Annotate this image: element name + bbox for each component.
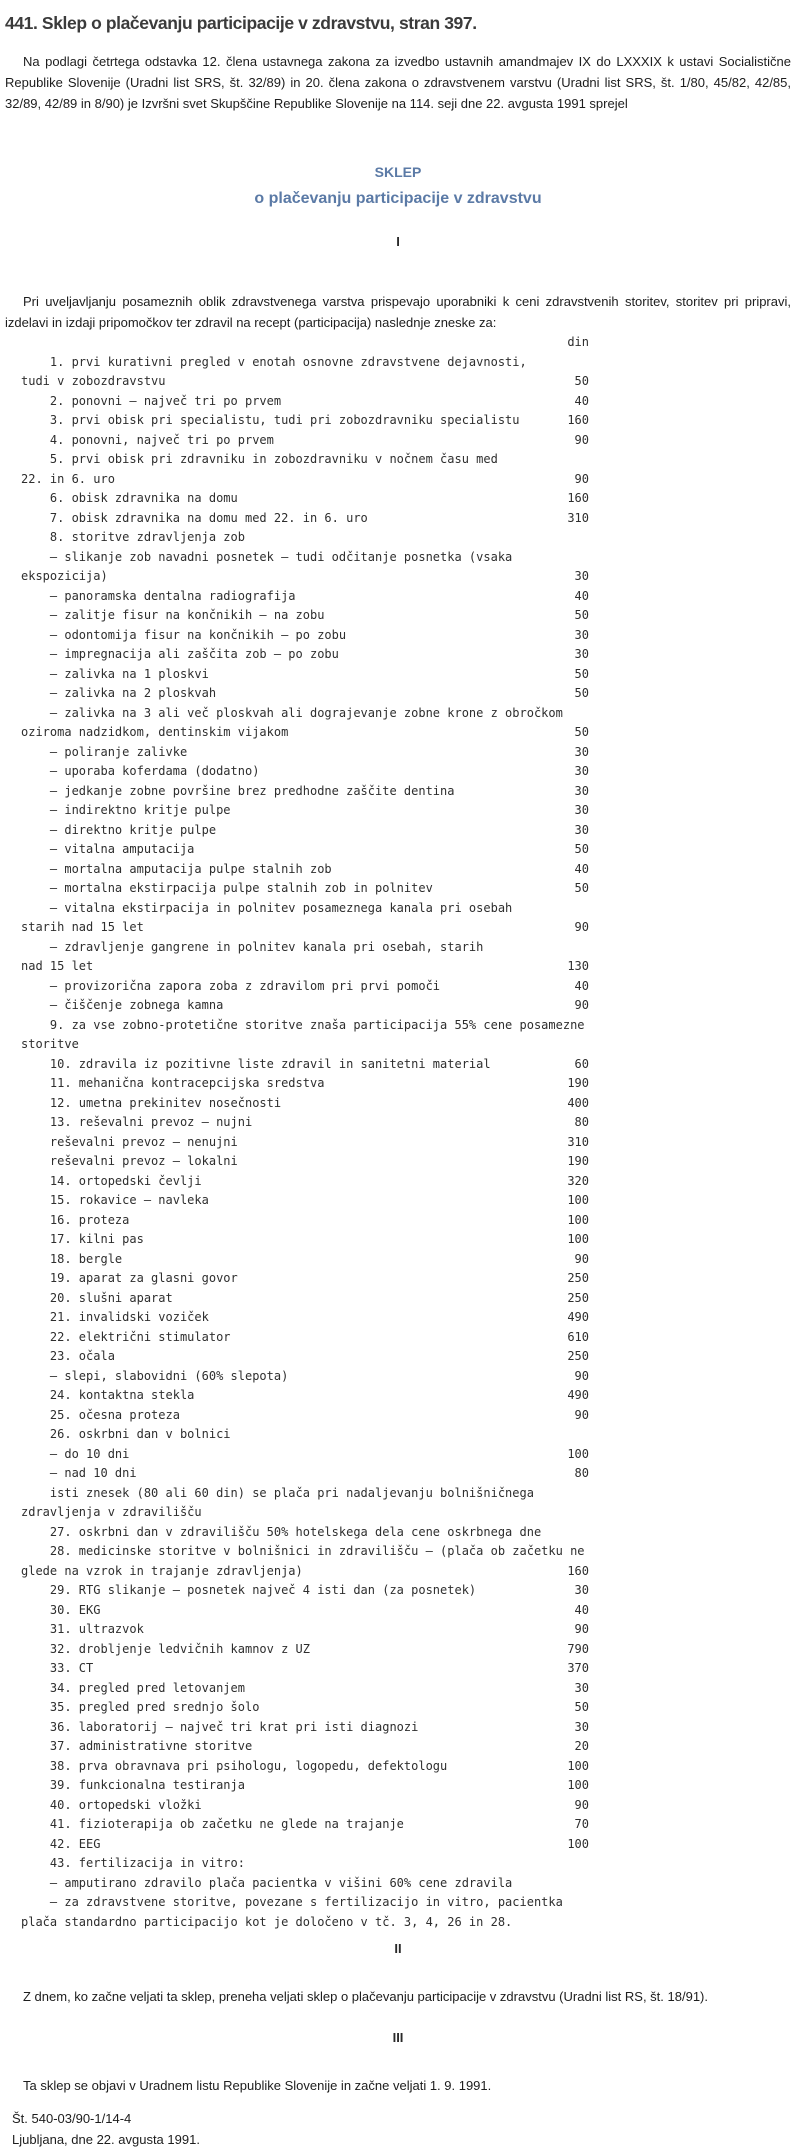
price-list-row	[21, 665, 589, 685]
price-list-row	[21, 1094, 589, 1114]
price-item-text: 22. in 6. uro	[21, 471, 115, 486]
price-item-text: 40. ortopedski vložki	[21, 1797, 202, 1812]
price-item-text: — nad 10 dni	[21, 1466, 137, 1480]
price-list-row	[21, 938, 589, 958]
price-item-text: 11. mehanična kontracepcijska sredstva	[21, 1076, 325, 1090]
section-numeral-1: I	[396, 234, 400, 249]
price-item-value: 610	[567, 1329, 589, 1344]
price-list-row	[21, 879, 589, 899]
price-item-text: 8. storitve zdravljenja zob	[21, 530, 245, 544]
price-item-text: reševalni prevoz — lokalni	[21, 1154, 238, 1168]
price-list-row	[21, 1796, 589, 1816]
price-item-text: 10. zdravila iz pozitivne liste zdravil in sanitetni material	[21, 1056, 491, 1071]
price-list-row	[21, 762, 589, 782]
price-list-row	[21, 899, 589, 919]
price-list-row	[21, 1367, 589, 1387]
price-item-text: — za zdravstvene storitve, povezane s fertilizacijo in vitro, pacientka	[21, 1895, 563, 1909]
price-item-text: — direktno kritje pulpe	[21, 822, 217, 837]
price-item-text: — čiščenje zobnega kamna	[21, 998, 224, 1012]
price-list-row	[21, 782, 589, 802]
price-item-value: 490	[567, 1388, 589, 1402]
price-item-text: 6. obisk zdravnika na domu	[21, 491, 238, 505]
price-list-row	[21, 1016, 589, 1036]
price-list-row	[21, 1328, 589, 1348]
price-list-row	[21, 957, 589, 977]
price-item-value: 100	[567, 1758, 589, 1773]
price-list-row	[21, 1893, 589, 1913]
price-item-value	[581, 548, 589, 568]
price-item-value: 50	[574, 842, 589, 856]
price-item-text: 26. oskrbni dan v bolnici	[21, 1427, 231, 1441]
price-item-value: 100	[567, 1778, 589, 1792]
section-3-paragraph: Ta sklep se objavi v Uradnem listu Republike Slovenije in začne veljati 1. 9. 1991.	[23, 2078, 492, 2093]
price-list-row	[21, 1425, 589, 1445]
price-item-value: 90	[574, 1797, 589, 1812]
price-item-text: 32. drobljenje ledvičnih kamnov z UZ	[21, 1641, 310, 1656]
price-item-value: 30	[574, 822, 589, 837]
price-item-text: 25. očesna proteza	[21, 1407, 180, 1422]
price-item-value: 190	[567, 1076, 589, 1090]
price-item-value: 100	[567, 1193, 589, 1207]
price-list-row	[21, 509, 589, 529]
price-list-header-row	[21, 333, 589, 353]
price-item-text: 33. CT	[21, 1661, 94, 1675]
price-item-text: 34. pregled pred letovanjem	[21, 1680, 245, 1695]
section-numeral-3: III	[392, 2030, 404, 2045]
price-item-value: 50	[574, 686, 589, 700]
price-item-text: — zalivka na 3 ali več ploskvah ali dograjevanje zobne krone z obročkom	[21, 705, 563, 720]
price-list-row	[21, 1250, 589, 1270]
price-item-text: — provizorična zapora zoba z zdravilom pri prvi pomoči	[21, 978, 441, 993]
price-item-value: 30	[574, 1719, 589, 1734]
price-item-text: 38. prva obravnava pri psihologu, logopedu, defektologu	[21, 1758, 448, 1773]
price-list-row	[21, 528, 589, 548]
price-item-value	[581, 1893, 589, 1913]
price-list-row	[21, 1484, 589, 1504]
price-item-value	[585, 1542, 593, 1562]
price-list-row	[21, 1562, 589, 1582]
price-list-row	[21, 1269, 589, 1289]
price-item-value: 50	[574, 666, 589, 681]
price-item-value: 90	[574, 1368, 589, 1383]
price-list-row	[21, 996, 589, 1016]
price-item-value: 90	[574, 920, 589, 934]
price-item-value: 160	[567, 491, 589, 505]
price-item-text: 3. prvi obisk pri specialistu, tudi pri zobozdravniku specialistu	[21, 413, 520, 427]
price-list-row	[21, 840, 589, 860]
price-list-row	[21, 1640, 589, 1660]
price-list-row	[21, 645, 589, 665]
price-item-text: — indirektno kritje pulpe	[21, 803, 231, 817]
price-item-text: nad 15 let	[21, 959, 94, 973]
price-item-value: 250	[567, 1290, 589, 1305]
price-item-text: 2. ponovni — največ tri po prvem	[21, 393, 282, 408]
price-item-text: plača standardno participacijo kot je določeno v tč. 3, 4, 26 in 28.	[21, 1914, 513, 1929]
section-2-paragraph: Z dnem, ko začne veljati ta sklep, preneha veljati sklep o plačevanju participacije v zdravstvu (Uradni list RS, št. 18/91).	[23, 1989, 708, 2004]
price-list-row	[21, 1503, 589, 1523]
price-item-value: 30	[574, 744, 589, 759]
price-item-text: 12. umetna prekinitev nosečnosti	[21, 1095, 282, 1110]
price-item-value: 90	[574, 1251, 589, 1266]
price-list-row	[21, 1815, 589, 1835]
price-item-text: — jedkanje zobne površine brez predhodne zaščite dentina	[21, 783, 455, 798]
price-list-row	[21, 1191, 589, 1211]
price-item-value	[581, 938, 589, 958]
price-item-text: 18. bergle	[21, 1251, 123, 1266]
price-item-value: 50	[574, 1700, 589, 1714]
price-item-text: reševalni prevoz — nenujni	[21, 1134, 238, 1149]
price-item-value: 250	[567, 1271, 589, 1285]
price-item-text: — vitalna amputacija	[21, 842, 195, 856]
price-item-text: — poliranje zalivke	[21, 744, 188, 759]
price-list-row	[21, 1757, 589, 1777]
price-item-text: 23. očala	[21, 1349, 115, 1363]
price-list-row	[21, 1152, 589, 1172]
price-item-value: 90	[574, 1622, 589, 1636]
price-list-row	[21, 353, 589, 373]
price-list-row	[21, 1055, 589, 1075]
price-item-value: 400	[567, 1095, 589, 1110]
price-item-value: 30	[574, 1680, 589, 1695]
price-item-text: 42. EEG	[21, 1836, 101, 1851]
price-list-row	[21, 489, 589, 509]
price-item-text: 20. slušni aparat	[21, 1290, 173, 1305]
price-item-text: — zdravljenje gangrene in polnitev kanala pri osebah, starih	[21, 939, 484, 954]
price-list-row	[21, 1737, 589, 1757]
price-item-value: 30	[574, 803, 589, 817]
price-item-value: 160	[567, 413, 589, 427]
price-list-row	[21, 1113, 589, 1133]
price-list-row	[21, 1523, 589, 1543]
price-item-text: — impregnacija ali zaščita zob — po zobu	[21, 647, 339, 661]
price-item-text: glede na vzrok in trajanje zdravljenja)	[21, 1563, 303, 1578]
price-list-row	[21, 1835, 589, 1855]
price-item-text: — panoramska dentalna radiografija	[21, 588, 296, 603]
price-item-value	[581, 450, 589, 470]
price-item-value: 30	[574, 764, 589, 778]
price-item-text: starih nad 15 let	[21, 920, 144, 934]
price-item-value	[581, 704, 589, 724]
price-item-text: — do 10 dni	[21, 1446, 130, 1461]
decree-heading-line2: o plačevanju participacije v zdravstvu	[254, 190, 542, 207]
section-1-paragraph: Pri uveljavljanju posameznih oblik zdravstvenega varstva prispevajo uporabniki k ceni zdravstvenih storitev, storitev pri pripravi, izdelavi in izdaji pripomočkov ter zdravil na recept (participacija) naslednje zneske za:	[5, 294, 791, 330]
price-item-text: — zalitje fisur na končnikih — na zobu	[21, 608, 325, 622]
price-list-row	[21, 567, 589, 587]
price-item-value	[585, 1016, 593, 1036]
price-item-text: — slikanje zob navadni posnetek — tudi odčitanje posnetka (vsaka	[21, 549, 513, 564]
price-item-value: 790	[567, 1641, 589, 1656]
price-item-value: 90	[574, 471, 589, 486]
price-item-text: 7. obisk zdravnika na domu med 22. in 6. uro	[21, 510, 368, 525]
price-item-value: 310	[567, 1134, 589, 1149]
price-item-value: 100	[567, 1232, 589, 1246]
price-item-text: 19. aparat za glasni govor	[21, 1271, 238, 1285]
price-item-text: 30. EKG	[21, 1602, 101, 1617]
price-item-text: — slepi, slabovidni (60% slepota)	[21, 1368, 289, 1383]
price-list-row	[21, 411, 589, 431]
price-item-text: 39. funkcionalna testiranja	[21, 1778, 245, 1792]
price-item-text: — odontomija fisur na končnikih — po zobu	[21, 627, 347, 642]
price-item-value: 50	[574, 725, 589, 739]
price-list-row	[21, 1698, 589, 1718]
decree-heading-line1: SKLEP	[374, 164, 422, 180]
price-item-value: 40	[574, 861, 589, 876]
price-list-row	[21, 684, 589, 704]
price-item-value	[581, 1425, 589, 1445]
price-list-row	[21, 431, 589, 451]
price-list-row	[21, 801, 589, 821]
price-list-row	[21, 1581, 589, 1601]
price-item-value	[581, 1035, 589, 1055]
price-item-value: 50	[574, 608, 589, 622]
price-item-value	[581, 528, 589, 548]
price-item-text: zdravljenja v zdravilišču	[21, 1505, 202, 1519]
price-item-value: 20	[574, 1739, 589, 1753]
price-item-value: 320	[567, 1173, 589, 1188]
price-list-row	[21, 1347, 589, 1367]
price-item-value	[581, 1484, 589, 1504]
price-item-text: 4. ponovni, največ tri po prvem	[21, 432, 274, 447]
price-item-value	[581, 899, 589, 919]
price-item-text: 13. reševalni prevoz — nujni	[21, 1115, 253, 1129]
price-item-text: 16. proteza	[21, 1212, 130, 1227]
price-list-row	[21, 918, 589, 938]
price-item-text: — zalivka na 1 ploskvi	[21, 666, 209, 681]
price-list-row	[21, 723, 589, 743]
price-list-row	[21, 1542, 589, 1562]
price-list-row	[21, 860, 589, 880]
price-list-row	[21, 1211, 589, 1231]
price-item-text: 29. RTG slikanje — posnetek največ 4 isti dan (za posnetek)	[21, 1583, 477, 1597]
price-item-text: 14. ortopedski čevlji	[21, 1173, 202, 1188]
price-list-row	[21, 587, 589, 607]
price-list-row	[21, 1172, 589, 1192]
price-item-value: 30	[574, 627, 589, 642]
price-item-value: 30	[574, 647, 589, 661]
price-item-text: — mortalna amputacija pulpe stalnih zob	[21, 861, 332, 876]
price-item-text: 21. invalidski voziček	[21, 1310, 209, 1324]
price-item-text: isti znesek (80 ali 60 din) se plača pri nadaljevanju bolnišničnega	[21, 1485, 534, 1500]
price-item-value: 100	[567, 1446, 589, 1461]
price-list-row	[21, 1406, 589, 1426]
price-item-value: 80	[574, 1466, 589, 1480]
price-list-row	[21, 1445, 589, 1465]
price-item-text: 41. fizioterapija ob začetku ne glede na trajanje	[21, 1817, 404, 1831]
price-list-row	[21, 450, 589, 470]
footer-place-date: Ljubljana, dne 22. avgusta 1991.	[12, 2132, 200, 2147]
price-item-value: 190	[567, 1154, 589, 1168]
price-list-row	[21, 1659, 589, 1679]
price-item-value: 490	[567, 1310, 589, 1324]
price-item-text: 27. oskrbni dan v zdravilišču 50% hotelskega dela cene oskrbnega dne	[21, 1524, 542, 1539]
price-item-text: — amputirano zdravilo plača pacientka v višini 60% cene zdravila	[21, 1875, 513, 1890]
decree-heading	[5, 163, 791, 209]
price-list-row	[21, 821, 589, 841]
price-item-value: 130	[567, 959, 589, 973]
price-item-text: 5. prvi obisk pri zdravniku in zobozdravniku v nočnem času med	[21, 452, 498, 466]
price-list-row	[21, 743, 589, 763]
price-item-value: 40	[574, 588, 589, 603]
price-list-row	[21, 1074, 589, 1094]
price-item-text: 43. fertilizacija in vitro:	[21, 1856, 245, 1870]
price-list-row	[21, 1464, 589, 1484]
price-list-row	[21, 548, 589, 568]
price-item-value: 40	[574, 978, 589, 993]
price-list-rows	[21, 353, 589, 1933]
price-item-value	[581, 1503, 589, 1523]
price-list-row	[21, 704, 589, 724]
price-item-value: 30	[574, 569, 589, 583]
price-item-value: 30	[574, 1583, 589, 1597]
price-item-text: — zalivka na 2 ploskvah	[21, 686, 217, 700]
price-list-row	[21, 1718, 589, 1738]
price-item-value: 50	[574, 374, 589, 388]
price-item-value: 100	[567, 1212, 589, 1227]
price-item-value: 80	[574, 1115, 589, 1129]
price-item-value: 60	[574, 1056, 589, 1071]
price-item-value: 50	[574, 881, 589, 895]
price-list-row	[21, 606, 589, 626]
price-item-text: 1. prvi kurativni pregled v enotah osnovne zdravstvene dejavnosti,	[21, 354, 527, 369]
price-list-row	[21, 626, 589, 646]
price-list-row	[21, 470, 589, 490]
price-item-text: 28. medicinske storitve v bolnišnici in zdravilišču — (plača ob začetku ne	[21, 1544, 585, 1558]
price-list-row	[21, 1854, 589, 1874]
price-item-text: 36. laboratorij — največ tri krat pri isti diagnozi	[21, 1719, 419, 1734]
price-item-text: ekspozicija)	[21, 569, 108, 583]
price-item-value: 30	[574, 783, 589, 798]
price-item-text: 31. ultrazvok	[21, 1622, 144, 1636]
price-list-row	[21, 1133, 589, 1153]
price-item-value: 160	[567, 1563, 589, 1578]
price-list-row	[21, 1679, 589, 1699]
price-item-value	[581, 1854, 589, 1874]
price-list-row	[21, 1386, 589, 1406]
price-list-row	[21, 1035, 589, 1055]
price-list-row	[21, 1601, 589, 1621]
price-item-text: oziroma nadzidkom, dentinskim vijakom	[21, 725, 289, 739]
price-item-value: 370	[567, 1661, 589, 1675]
price-item-value: 40	[574, 1602, 589, 1617]
price-item-value	[581, 1523, 589, 1543]
price-list-row	[21, 1289, 589, 1309]
price-item-value: 90	[574, 998, 589, 1012]
price-item-text: 37. administrativne storitve	[21, 1739, 253, 1753]
price-list-row	[21, 392, 589, 412]
footer-reference: Št. 540-03/90-1/14-4	[12, 2111, 132, 2126]
price-list	[21, 333, 589, 1932]
price-item-text: 17. kilni pas	[21, 1232, 144, 1246]
price-item-value: 100	[567, 1836, 589, 1851]
price-item-value: 90	[574, 432, 589, 447]
price-item-text: 22. električni stimulator	[21, 1329, 231, 1344]
price-list-row	[21, 1913, 589, 1933]
price-item-value: 90	[574, 1407, 589, 1422]
currency-header: din	[567, 335, 589, 349]
price-item-value: 250	[567, 1349, 589, 1363]
price-list-row	[21, 372, 589, 392]
intro-paragraph: Na podlagi četrtega odstavka 12. člena ustavnega zakona za izvedbo ustavnih amandmajev IX do LXXXIX k ustavi Socialistične Republike Slovenije (Uradni list SRS, št. 32/89) in 20. člena zakona o zdravstvenem varstvu (Uradni list SRS, št. 1/80, 45/82, 42/85, 32/89, 42/89 in 8/90) je Izvršni svet Skupščine Republike Slovenije na 114. seji dne 22. avgusta 1991 sprejel	[5, 54, 791, 111]
price-list-row	[21, 1874, 589, 1894]
price-list-row	[21, 1230, 589, 1250]
price-item-text: tudi v zobozdravstvu	[21, 374, 166, 388]
section-numeral-2: II	[394, 1941, 402, 1956]
price-item-text: 24. kontaktna stekla	[21, 1388, 195, 1402]
price-item-value: 40	[574, 393, 589, 408]
price-item-value: 310	[567, 510, 589, 525]
price-list-row	[21, 1308, 589, 1328]
price-item-text: 35. pregled pred srednjo šolo	[21, 1700, 260, 1714]
price-item-value	[581, 1874, 589, 1894]
price-item-text: — uporaba koferdama (dodatno)	[21, 764, 260, 778]
price-item-text: — mortalna ekstirpacija pulpe stalnih zob in polnitev	[21, 881, 433, 895]
price-list-row	[21, 977, 589, 997]
price-item-text: 15. rokavice — navleka	[21, 1193, 209, 1207]
price-item-text: — vitalna ekstirpacija in polnitev posameznega kanala pri osebah	[21, 900, 513, 915]
document-footer	[5, 2108, 791, 2150]
price-item-text: 9. za vse zobno-protetične storitve znaša participacija 55% cene posamezne	[21, 1017, 585, 1032]
price-list-row	[21, 1776, 589, 1796]
price-item-value	[581, 353, 589, 373]
price-item-value	[581, 1913, 589, 1933]
price-item-text: storitve	[21, 1037, 79, 1051]
price-item-value: 70	[574, 1817, 589, 1831]
page-title: 441. Sklep o plačevanju participacije v zdravstvu, stran 397.	[5, 13, 477, 33]
price-list-row	[21, 1620, 589, 1640]
